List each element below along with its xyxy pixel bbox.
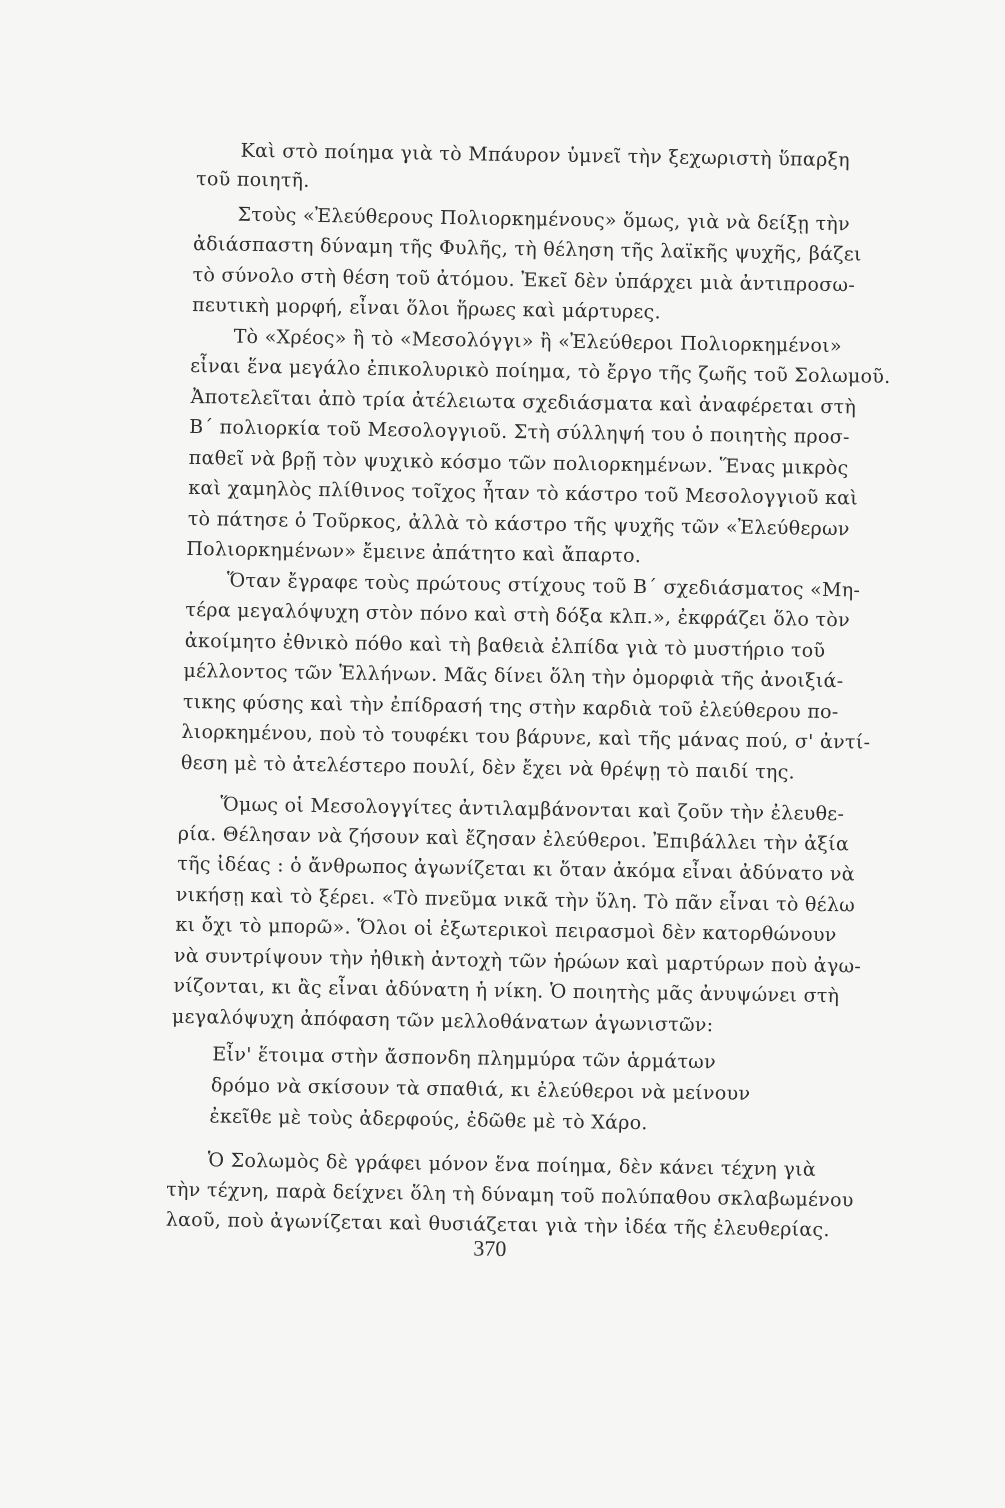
text-line: λαοῦ, ποὺ ἀγωνίζεται καὶ θυσιάζεται γιὰ τὴν ἰδέα τῆς ἐλευθερίας.	[165, 1208, 830, 1242]
text-line: Στοὺς «Ἐλεύθερους Πολιορκημένους» ὅμως, γιὰ νὰ δείξῃ τὴν	[237, 203, 851, 236]
text-line: ἀκοίμητο ἐθνικὸ πόθο καὶ τὴ βαθειὰ ἐλπίδα γιὰ τὸ μυστήριο τοῦ	[184, 629, 826, 662]
text-line: εἶναι ἕνα μεγάλο ἐπικολυρικὸ ποίημα, τὸ ἔργο τῆς ζωῆς τοῦ Σολωμοῦ.	[190, 354, 891, 388]
text-line: νὰ συντρίψουν τὴν ἠθικὴ ἀντοχὴ τῶν ἡρώων καὶ μαρτύρων ποὺ ἀγω-	[173, 944, 862, 978]
text-line: τὸ πάτησε ὁ Τοῦρκος, ἀλλὰ τὸ κάστρο τῆς ψυχῆς τῶν «Ἐλεύθερων	[187, 507, 850, 541]
text-line: Ἀποτελεῖται ἀπὸ τρία ἀτέλειωτα σχεδιάσματα καὶ ἀναφέρεται στὴ	[190, 385, 857, 419]
text-line: Ὁ Σολωμὸς δὲ γράφει μόνον ἕνα ποίημα, δὲν κάνει τέχνη γιὰ	[207, 1149, 817, 1181]
verse-line: δρόμο νὰ σκίσουν τὰ σπαθιά, κι ἐλεύθεροι νὰ μείνουν	[210, 1074, 751, 1105]
text-line: κι ὄχι τὸ μπορῶ». Ὅλοι οἱ ἐξωτερικοὶ πειρασμοὶ δὲν κατορθώνουν	[175, 913, 837, 947]
text-line: ρία. Θέλησαν νὰ ζήσουν καὶ ἔζησαν ἐλεύθεροι. Ἐπιβάλλει τὴν ἀξία	[177, 822, 850, 856]
text-line: μέλλοντος τῶν Ἑλλήνων. Μᾶς δίνει ὅλη τὴν ὀμορφιὰ τῆς ἀνοιξιά-	[183, 659, 844, 693]
verse-line: ἐκεῖθε μὲ τοὺς ἀδερφούς, ἐδῶθε μὲ τὸ Χάρο.	[209, 1105, 648, 1135]
text-line: τῆς ἰδέας : ὁ ἄνθρωπος ἀγωνίζεται κι ὅταν ἀκόμα εἶναι ἀδύνατο νὰ	[177, 852, 855, 886]
text-line: μεγαλόψυχη ἀπόφαση τῶν μελλοθάνατων ἀγωνιστῶν:	[171, 1005, 714, 1037]
text-line: νικήσῃ καὶ τὸ ξέρει. «Τὸ πνεῦμα νικᾶ τὴν ὕλη. Τὸ πᾶν εἶναι τὸ θέλω	[175, 883, 856, 917]
text-line: παθεῖ νὰ βρῇ τὸν ψυχικὸ κόσμο τῶν πολιορκημένων. Ἕνας μικρὸς	[188, 446, 849, 480]
text-line: Β΄ πολιορκία τοῦ Μεσολογγιοῦ. Στὴ σύλληψή του ὁ ποιητὴς προσ-	[189, 415, 850, 449]
text-line: τέρα μεγαλόψυχη στὸν πόνο καὶ στὴ δόξα κλπ.», ἐκφράζει ὅλο τὸν	[185, 598, 851, 632]
text-line: Πολιορκημένων» ἔμεινε ἀπάτητο καὶ ἄπαρτο.	[186, 537, 642, 568]
text-line: τὴν τέχνη, παρὰ δείχνει ὅλη τὴ δύναμη τοῦ πολύπαθου σκλαβωμένου	[166, 1178, 854, 1212]
text-line: θεση μὲ τὸ ἀτελέστερο πουλί, δὲν ἔχει νὰ θρέψῃ τὸ παιδί της.	[180, 751, 796, 784]
text-line: τικης φύσης καὶ τὴν ἐπίδρασή της στὴν καρδιὰ τοῦ ἐλεύθερου πο-	[182, 690, 839, 724]
text-line: καὶ χαμηλὸς πλίθινος τοῖχος ἦταν τὸ κάστρο τοῦ Μεσολογγιοῦ καὶ	[188, 476, 859, 510]
text-line: λιορκημένου, ποὺ τὸ τουφέκι του βάρυνε, καὶ τῆς μάνας πού, σ' ἀντί-	[181, 720, 871, 754]
text-line: Καὶ στὸ ποίημα γιὰ τὸ Μπάυρον ὑμνεῖ τὴν ξεχωριστὴ ὕπαρξη	[240, 139, 851, 172]
text-line: πευτικὴ μορφή, εἶναι ὅλοι ἥρωες καὶ μάρτυρες.	[191, 293, 662, 324]
text-line: Ὅταν ἔγραφε τοὺς πρώτους στίχους τοῦ Β΄ σχεδιάσματος «Μη-	[226, 569, 861, 602]
verse-line: Εἶν' ἕτοιμα στὴν ἄσπονδη πλημμύρα τῶν ἁρμάτων	[212, 1043, 717, 1074]
text-line: τὸ σύνολο στὴ θέση τοῦ ἀτόμου. Ἐκεῖ δὲν ὑπάρχει μιὰ ἀντιπροσω-	[192, 263, 856, 297]
text-line: Ὅμως οἱ Μεσολογγίτες ἀντιλαμβάνονται καὶ ζοῦν τὴν ἐλευθε-	[220, 793, 845, 826]
page-number: 370	[473, 1235, 507, 1262]
text-line: Τὸ «Χρέος» ἢ τὸ «Μεσολόγγι» ἢ «Ἐλεύθεροι Πολιορκημένοι»	[233, 325, 843, 358]
text-line: νίζονται, κι ἂς εἶναι ἀδύνατη ἡ νίκη. Ὁ ποιητὴς μᾶς ἀνυψώνει στὴ	[173, 974, 840, 1008]
text-line: ἀδιάσπαστη δύναμη τῆς Φυλῆς, τὴ θέληση τῆς λαϊκῆς ψυχῆς, βάζει	[192, 232, 862, 266]
text-line: τοῦ ποιητῆ.	[195, 168, 310, 192]
